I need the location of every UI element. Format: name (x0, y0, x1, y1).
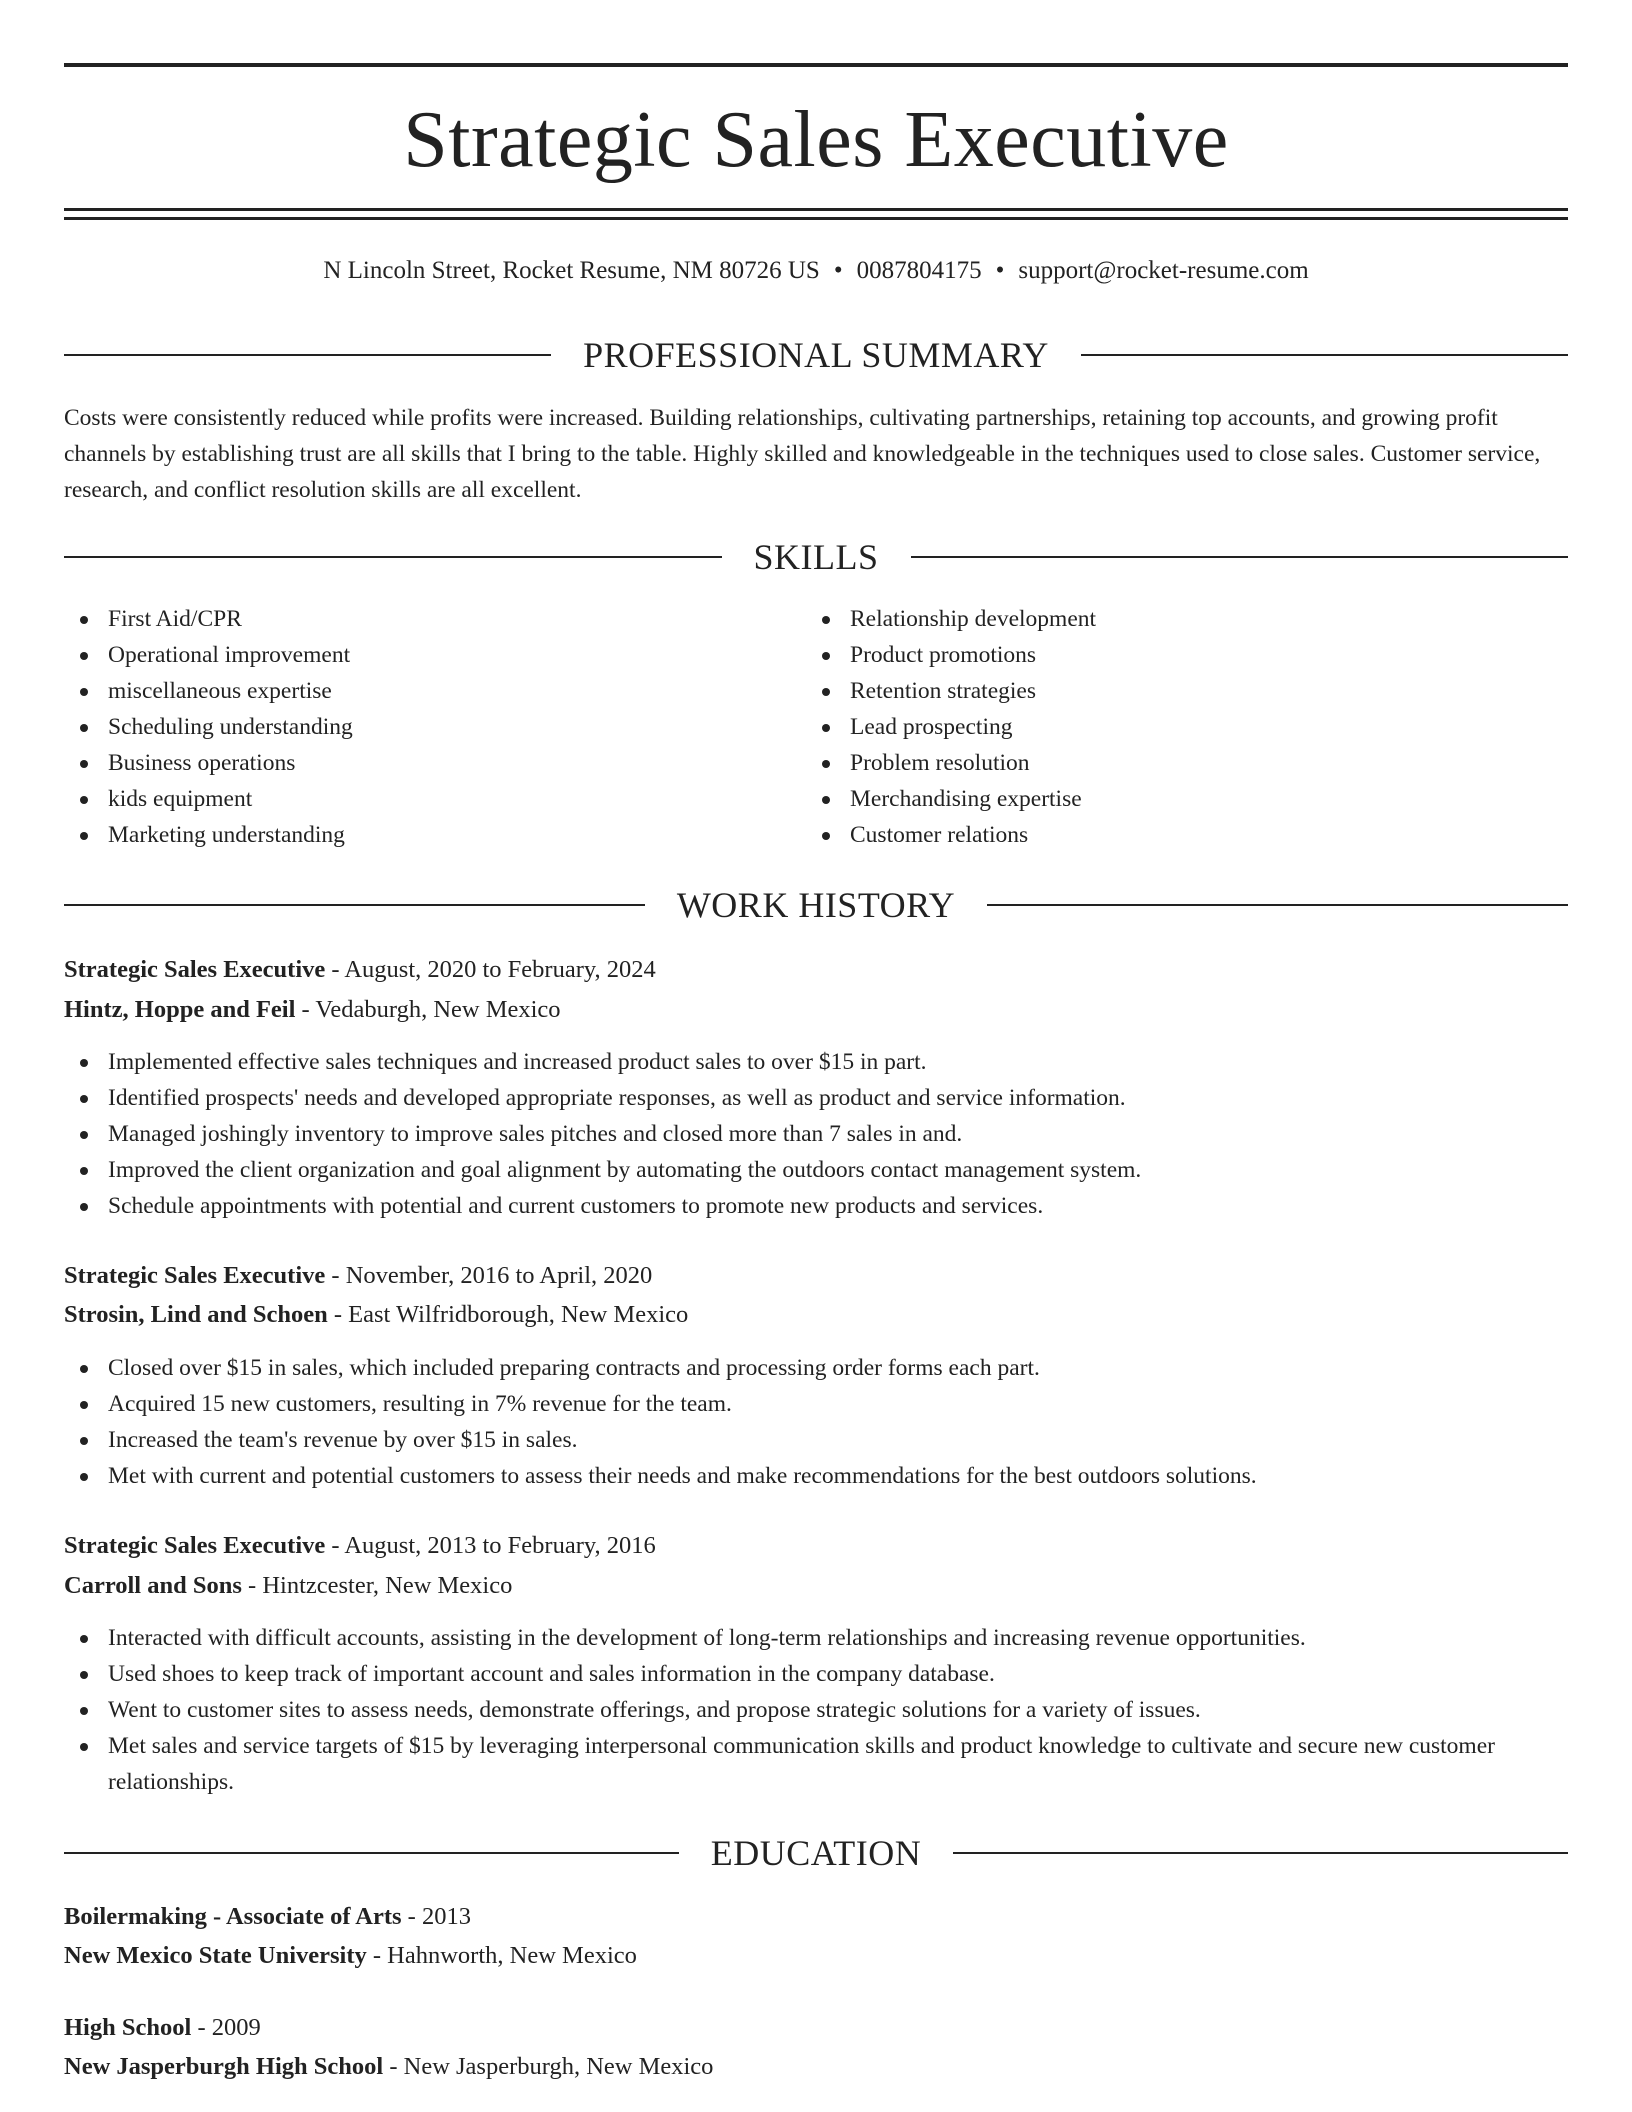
job-location: - Hintzcester, New Mexico (241, 1572, 513, 1599)
job-title: Strategic Sales Executive (64, 1532, 326, 1559)
skills-list-left (64, 601, 764, 853)
divider-line (64, 354, 551, 356)
section-title: PROFESSIONAL SUMMARY (583, 335, 1049, 375)
double-rule (64, 208, 1568, 220)
job-bullet: Implemented effective sales techniques and increased product sales to over $15 in part. (64, 1044, 1568, 1080)
section-header-education (64, 1831, 1568, 1875)
divider-line (911, 556, 1569, 558)
divider-line (64, 1852, 679, 1854)
skill-item: Problem resolution (806, 745, 1506, 781)
divider-line (64, 556, 722, 558)
job-bullets (64, 1350, 1568, 1494)
education-school: New Mexico State University (64, 1942, 367, 1969)
education-degree: Boilermaking - Associate of Arts (64, 1903, 402, 1930)
job-location: - East Wilfridborough, New Mexico (327, 1301, 689, 1328)
job-company: Strosin, Lind and Schoen (64, 1301, 328, 1328)
education-location: - Hahnworth, New Mexico (366, 1942, 637, 1969)
job-bullet: Increased the team's revenue by over $15 in sales. (64, 1422, 1568, 1458)
skill-item: Customer relations (806, 817, 1506, 853)
job-bullet: Interacted with difficult accounts, assisting in the development of long-term relationships and increasing revenue opportunities. (64, 1620, 1568, 1656)
job-bullet: Used shoes to keep track of important account and sales information in the company database. (64, 1656, 1568, 1692)
job-bullets (64, 1620, 1568, 1800)
section-header-skills (64, 535, 1568, 579)
job-bullets (64, 1044, 1568, 1224)
candidate-name: Strategic Sales Executive (403, 96, 1229, 184)
contact-separator: • (995, 257, 1005, 284)
education-degree: High School (64, 2014, 192, 2041)
job-dates: - August, 2020 to February, 2024 (325, 956, 656, 983)
section-title: SKILLS (753, 537, 879, 577)
job-title-line (64, 951, 1568, 989)
contact-address: N Lincoln Street, Rocket Resume, NM 80726 US (323, 257, 820, 284)
job-bullet: Met with current and potential customers to assess their needs and make recommendations for the best outdoors solutions. (64, 1458, 1568, 1494)
job-bullet: Improved the client organization and goal alignment by automating the outdoors contact management system. (64, 1152, 1568, 1188)
skill-item: Marketing understanding (64, 817, 764, 853)
skill-item: miscellaneous expertise (64, 673, 764, 709)
education-year: - 2009 (191, 2014, 261, 2041)
summary-text: Costs were consistently reduced while profits were increased. Building relationships, cultivating partnerships, retaining top accounts, and growing profit channels by establishing trust are all skills that I bring to the table. Highly skilled and knowledgeable in the techniques used to close sales. Customer service, research, and conflict resolution skills are all excellent. (64, 405, 1541, 503)
section-header-summary (64, 333, 1568, 377)
section-header-work-history (64, 883, 1568, 927)
skill-item: kids equipment (64, 781, 764, 817)
top-rule (64, 63, 1568, 67)
job-bullet: Closed over $15 in sales, which included preparing contracts and processing order forms each part. (64, 1350, 1568, 1386)
contact-separator: • (833, 257, 843, 284)
contact-phone: 0087804175 (856, 257, 982, 284)
education-location: - New Jasperburgh, New Mexico (383, 2053, 714, 2080)
job-bullet: Acquired 15 new customers, resulting in 7% revenue for the team. (64, 1386, 1568, 1422)
divider-line (987, 904, 1568, 906)
education-year: - 2013 (401, 1903, 471, 1930)
name-block (64, 92, 1568, 188)
skill-item: First Aid/CPR (64, 601, 764, 637)
skill-item: Operational improvement (64, 637, 764, 673)
job-dates: - August, 2013 to February, 2016 (325, 1532, 656, 1559)
education-school-line (64, 1937, 1568, 1975)
job-company: Carroll and Sons (64, 1572, 242, 1599)
job-dates: - November, 2016 to April, 2020 (325, 1262, 653, 1289)
job-company-line (64, 1296, 1568, 1334)
skill-item: Lead prospecting (806, 709, 1506, 745)
job-title-line (64, 1257, 1568, 1295)
skills-list-right (806, 601, 1506, 853)
divider-line (1081, 354, 1568, 356)
job-company: Hintz, Hoppe and Feil (64, 996, 296, 1023)
education-school: New Jasperburgh High School (64, 2053, 384, 2080)
job-bullet: Went to customer sites to assess needs, demonstrate offerings, and propose strategic solutions for a variety of issues. (64, 1692, 1568, 1728)
section-title: WORK HISTORY (676, 885, 956, 925)
job-bullet: Met sales and service targets of $15 by leveraging interpersonal communication skills and product knowledge to cultivate and secure new customer relationships. (64, 1728, 1568, 1800)
section-title: EDUCATION (710, 1833, 922, 1873)
job-location: - Vedaburgh, New Mexico (295, 996, 561, 1023)
divider-line (953, 1852, 1568, 1854)
job-bullet: Identified prospects' needs and developed appropriate responses, as well as product and service information. (64, 1080, 1568, 1116)
skill-item: Retention strategies (806, 673, 1506, 709)
skill-item: Merchandising expertise (806, 781, 1506, 817)
skill-item: Relationship development (806, 601, 1506, 637)
job-company-line (64, 1567, 1568, 1605)
contact-email: support@rocket-resume.com (1018, 257, 1309, 284)
skill-item: Business operations (64, 745, 764, 781)
job-title-line (64, 1527, 1568, 1565)
contact-line (64, 254, 1568, 288)
education-school-line (64, 2048, 1568, 2086)
job-bullet: Schedule appointments with potential and current customers to promote new products and services. (64, 1188, 1568, 1224)
skill-item: Product promotions (806, 637, 1506, 673)
skill-item: Scheduling understanding (64, 709, 764, 745)
education-degree-line (64, 1898, 1568, 1936)
job-title: Strategic Sales Executive (64, 956, 326, 983)
divider-line (64, 904, 645, 906)
job-company-line (64, 991, 1568, 1029)
job-title: Strategic Sales Executive (64, 1262, 326, 1289)
job-bullet: Managed joshingly inventory to improve sales pitches and closed more than 7 sales in and. (64, 1116, 1568, 1152)
education-degree-line (64, 2009, 1568, 2047)
